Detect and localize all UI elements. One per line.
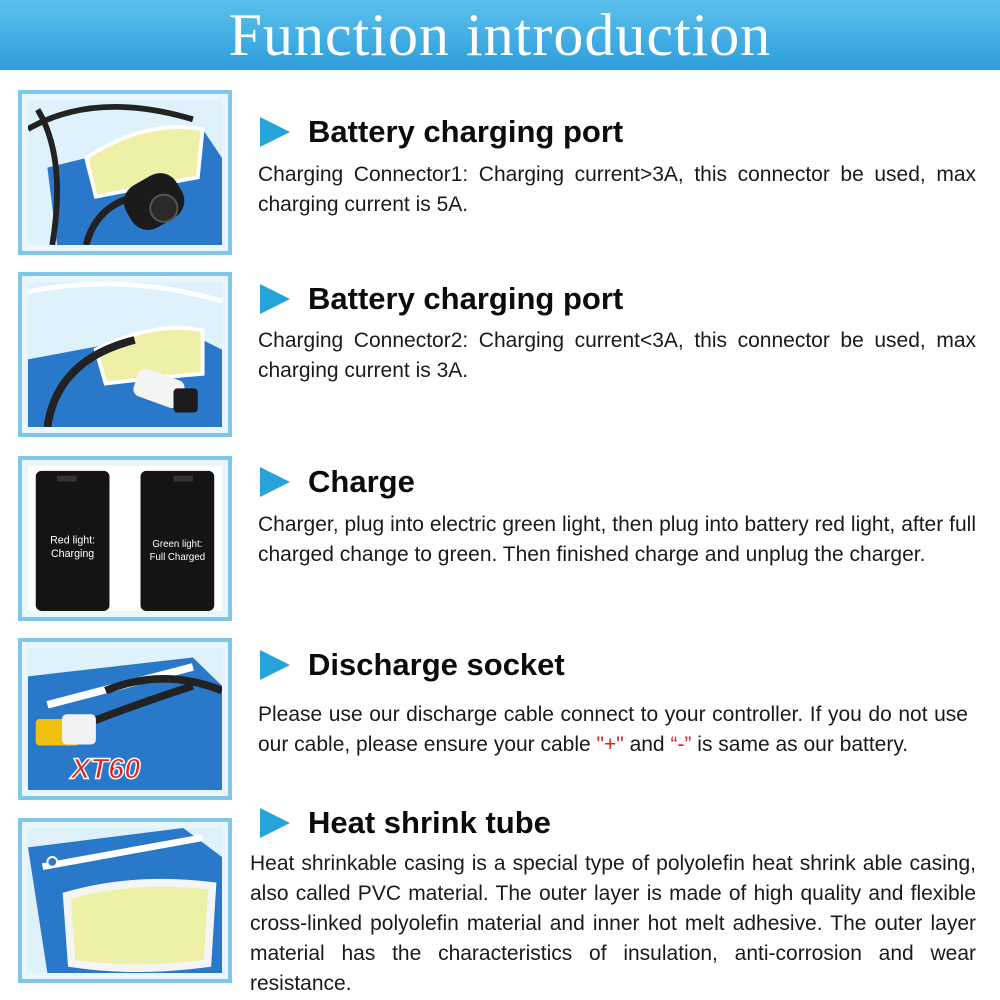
plus-sign-text: "+" — [596, 733, 624, 756]
charger-label-right-2: Full Charged — [149, 551, 206, 563]
triangle-bullet-icon — [260, 284, 290, 314]
heat-shrink-tube-image — [18, 818, 232, 983]
section-title-discharge-socket: Discharge socket — [260, 645, 565, 685]
triangle-bullet-icon — [260, 650, 290, 680]
section-title-charge: Charge — [260, 462, 415, 502]
xt60-label: XT60 — [70, 753, 141, 786]
minus-sign-text: “-” — [670, 733, 692, 756]
charger-label-right-1: Green light: — [152, 539, 203, 551]
section-text-discharge-socket: Please use our discharge cable connect to your controller. If you do not use our cable, please ensure your cable "+" and “-” is same as our battery. — [258, 703, 968, 756]
charging-port-2-image — [18, 272, 232, 437]
charger-label-left-1: Red light: — [50, 534, 96, 547]
section-title-charging-port-1: Battery charging port — [260, 112, 623, 152]
section-text-charging-port-2: Charging Connector2: Charging current<3A, this connector be used, max charging current is 3A. — [258, 329, 976, 382]
triangle-bullet-icon — [260, 808, 290, 838]
charger-label-left-2: Charging — [50, 547, 95, 560]
section-text-heat-shrink-tube: Heat shrinkable casing is a special type of polyolefin heat shrink able casing, also called PVC material. The outer layer is made of high quality and flexible cross-linked polyolefin material and inner hot melt adhesive. The outer layer material has the characteristics of insulation, anti-corrosion and wear resistance. — [250, 852, 976, 995]
charging-port-1-image — [18, 90, 232, 255]
section-title-charging-port-2: Battery charging port — [260, 279, 623, 319]
section-title-heat-shrink-tube: Heat shrink tube — [260, 803, 551, 843]
charger-image — [18, 456, 232, 621]
triangle-bullet-icon — [260, 467, 290, 497]
section-text-charge: Charger, plug into electric green light, then plug into battery red light, after full charged change to green. Then finished charge and unplug the charger. — [258, 513, 976, 566]
triangle-bullet-icon — [260, 117, 290, 147]
discharge-socket-image — [18, 638, 232, 800]
page-title: Function introduction — [228, 2, 772, 68]
section-text-charging-port-1: Charging Connector1: Charging current>3A, this connector be used, max charging current is 5A. — [258, 163, 976, 216]
header-banner — [0, 0, 1000, 70]
